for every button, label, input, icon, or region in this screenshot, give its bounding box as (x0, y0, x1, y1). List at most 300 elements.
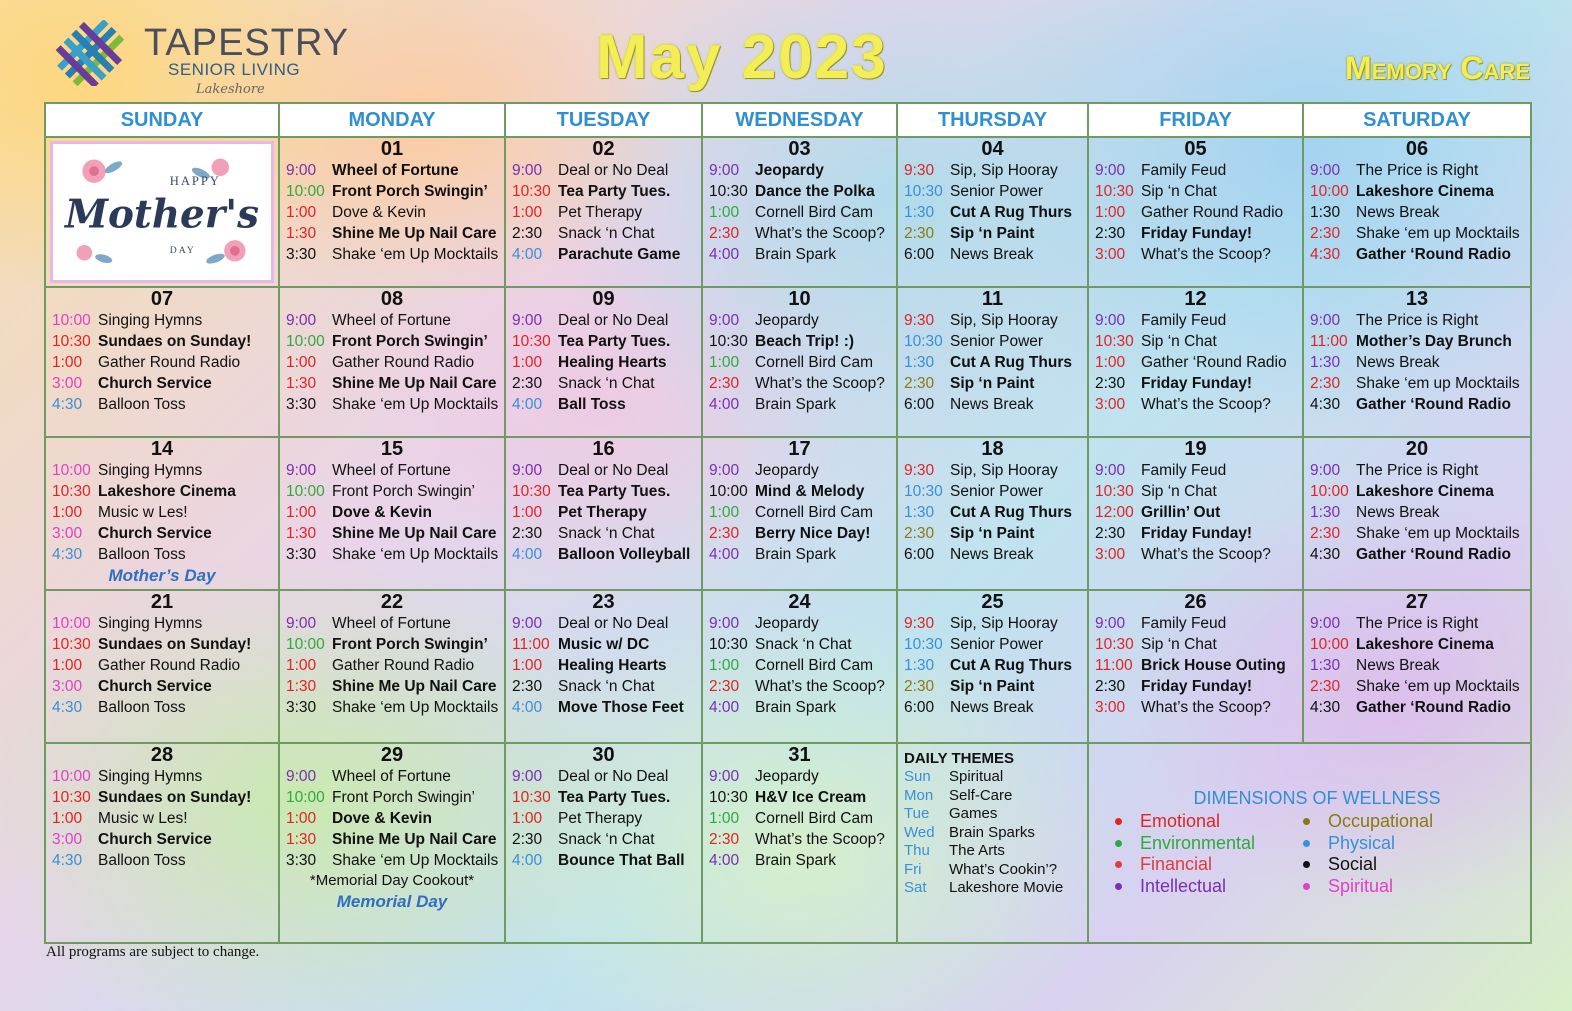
event-time: 10:30 (904, 333, 943, 350)
event-time: 9:30 (904, 462, 935, 479)
event-name: News Break (1356, 657, 1440, 674)
bullet-dot-icon (1303, 840, 1310, 847)
event-item (46, 544, 278, 565)
day-cell-31 (702, 743, 897, 943)
daily-theme-row (904, 805, 1087, 824)
event-item (1089, 181, 1302, 202)
event-time: 10:00 (52, 615, 91, 632)
calendar-week-row (45, 743, 1531, 943)
event-time: 10:30 (904, 483, 943, 500)
event-item (46, 634, 278, 655)
event-time: 3:00 (1095, 699, 1126, 716)
event-name: Shake ‘em up Mocktails (1356, 225, 1520, 242)
event-item (898, 373, 1087, 394)
event-item (506, 310, 701, 331)
event-item (1089, 697, 1302, 718)
weekday-header-tuesday: TUESDAY (505, 103, 702, 137)
event-name: Wheel of Fortune (332, 162, 459, 179)
event-time: 10:30 (1095, 183, 1134, 200)
day-cell-07 (45, 287, 279, 437)
event-name: News Break (1356, 354, 1440, 371)
event-item (46, 697, 278, 718)
event-name: Shine Me Up Nail Care (332, 678, 497, 695)
event-name: Gather ‘Round Radio (1356, 396, 1511, 413)
event-time: 2:30 (512, 525, 543, 542)
event-name: Berry Nice Day! (755, 525, 871, 542)
event-time: 4:00 (512, 852, 543, 869)
event-name: Snack ‘n Chat (558, 525, 655, 542)
daily-themes (898, 744, 1087, 898)
event-item (703, 697, 896, 718)
event-time: 1:00 (512, 657, 543, 674)
event-item (280, 481, 504, 502)
event-item (280, 502, 504, 523)
event-time: 2:30 (1310, 678, 1341, 695)
day-number: 12 (1184, 288, 1207, 310)
event-name: Cut A Rug Thurs (950, 204, 1072, 221)
event-time: 3:00 (52, 678, 83, 695)
event-item (280, 850, 504, 871)
day-cell-03 (702, 137, 897, 287)
event-name: Snack ‘n Chat (558, 831, 655, 848)
wellness-item (1107, 833, 1295, 855)
weekday-header-saturday: SATURDAY (1303, 103, 1531, 137)
event-name: Music w Les! (98, 810, 188, 827)
event-name: Brain Spark (755, 699, 836, 716)
event-time: 1:00 (286, 657, 317, 674)
event-time: 2:30 (1310, 525, 1341, 542)
event-time: 2:30 (904, 375, 935, 392)
event-item (703, 460, 896, 481)
day-number: 19 (1184, 438, 1207, 460)
event-name: Sip ‘n Chat (1141, 483, 1217, 500)
day-number: 24 (788, 591, 811, 613)
event-name: Jeopardy (755, 768, 819, 785)
event-name: Brain Spark (755, 246, 836, 263)
event-item (506, 808, 701, 829)
event-name: Balloon Toss (98, 699, 186, 716)
event-time: 1:00 (286, 504, 317, 521)
calendar-grid (44, 102, 1532, 944)
woven-logo-icon (46, 20, 136, 86)
event-item (1089, 544, 1302, 565)
event-time: 10:30 (709, 636, 748, 653)
event-name: Singing Hymns (98, 768, 203, 785)
event-item (898, 352, 1087, 373)
event-name: Gather Round Radio (1141, 204, 1284, 221)
event-item (1304, 394, 1530, 415)
event-item (703, 766, 896, 787)
event-name: Grillin’ Out (1141, 504, 1221, 521)
bullet-dot-icon (1303, 883, 1310, 890)
day-number: 14 (150, 438, 174, 460)
event-item (1089, 202, 1302, 223)
daily-theme-day: Mon (904, 786, 934, 804)
event-name: Sip ‘n Paint (950, 678, 1035, 695)
event-item (898, 394, 1087, 415)
event-item (1089, 634, 1302, 655)
event-name: Shine Me Up Nail Care (332, 375, 497, 392)
event-time: 2:30 (709, 225, 740, 242)
event-name: Shake ‘em Up Mocktails (332, 852, 499, 869)
day-number: 05 (1184, 138, 1207, 160)
event-time: 12:00 (1095, 504, 1134, 521)
event-name: Singing Hymns (98, 615, 203, 632)
event-time: 3:00 (52, 831, 83, 848)
event-time: 6:00 (904, 546, 935, 563)
event-name: News Break (950, 546, 1034, 563)
wellness-label: Social (1328, 854, 1378, 874)
event-name: Jeopardy (755, 312, 819, 329)
event-name: News Break (950, 699, 1034, 716)
event-item (280, 202, 504, 223)
event-item (46, 766, 278, 787)
event-item (1089, 460, 1302, 481)
event-time: 9:00 (512, 768, 543, 785)
day-cell-06 (1303, 137, 1531, 287)
day-cell-30 (505, 743, 702, 943)
day-cell-26 (1088, 590, 1303, 743)
wellness-label: Spiritual (1328, 875, 1394, 896)
event-time: 1:00 (52, 810, 83, 827)
event-item (703, 808, 896, 829)
event-time: 6:00 (904, 699, 935, 716)
day-cell-01 (279, 137, 505, 287)
event-name: The Price is Right (1356, 615, 1479, 632)
event-item (703, 181, 896, 202)
event-item (1304, 523, 1530, 544)
event-name: Shine Me Up Nail Care (332, 831, 497, 848)
event-item (506, 460, 701, 481)
daily-theme-row (904, 879, 1087, 898)
event-name: Healing Hearts (558, 354, 667, 371)
event-item (1089, 655, 1302, 676)
event-time: 10:00 (286, 789, 325, 806)
event-item (898, 523, 1087, 544)
event-item (1089, 394, 1302, 415)
event-time: 2:30 (1095, 678, 1126, 695)
event-name: Brick House Outing (1141, 657, 1286, 674)
event-time: 2:30 (709, 831, 740, 848)
mothers-day-day-text: DAY (169, 244, 196, 256)
weekday-header-wednesday: WEDNESDAY (702, 103, 897, 137)
bullet-dot-icon (1115, 861, 1122, 868)
event-time: 1:30 (904, 504, 935, 521)
daily-themes-title: DAILY THEMES (904, 750, 1015, 767)
event-time: 4:00 (709, 396, 740, 413)
event-time: 2:30 (1095, 375, 1126, 392)
footer-disclaimer: All programs are subject to change. (46, 944, 260, 960)
event-name: Mother’s Day Brunch (1356, 333, 1512, 350)
event-time: 2:30 (1310, 225, 1341, 242)
event-item (898, 460, 1087, 481)
event-name: Tea Party Tues. (558, 333, 671, 350)
holiday-label: Mother’s Day (108, 566, 216, 585)
event-item (46, 310, 278, 331)
event-time: 1:30 (286, 678, 317, 695)
event-time: 4:00 (709, 546, 740, 563)
event-time: 4:30 (1310, 546, 1341, 563)
event-name: Brain Spark (755, 546, 836, 563)
event-name: Shake ‘em Up Mocktails (332, 246, 499, 263)
event-time: 9:00 (1310, 312, 1341, 329)
event-item (1304, 244, 1530, 265)
event-time: 10:00 (1310, 483, 1349, 500)
day-number: 10 (788, 288, 811, 310)
event-item (1089, 373, 1302, 394)
daily-theme-day: Thu (904, 842, 930, 859)
day-number: 28 (150, 744, 174, 766)
event-name: Gather Round Radio (332, 657, 475, 674)
event-item (506, 697, 701, 718)
event-item (703, 613, 896, 634)
event-name: Singing Hymns (98, 312, 203, 329)
event-name: What’s the Scoop? (755, 225, 885, 242)
day-cell-10 (702, 287, 897, 437)
event-time: 3:30 (286, 852, 317, 869)
event-time: 1:00 (1095, 354, 1126, 371)
event-name: What’s the Scoop? (755, 375, 885, 392)
event-item (703, 502, 896, 523)
event-name: Church Service (98, 375, 212, 392)
event-name: Singing Hymns (98, 462, 203, 479)
event-name: Shine Me Up Nail Care (332, 225, 497, 242)
event-name: Music w Les! (98, 504, 188, 521)
day-number: 01 (380, 138, 404, 160)
event-time: 3:30 (286, 246, 317, 263)
event-name: Music w/ DC (558, 636, 650, 653)
event-time: 10:30 (52, 483, 91, 500)
event-item (1089, 160, 1302, 181)
event-name: Pet Therapy (558, 204, 643, 221)
event-name: Sip, Sip Hooray (950, 162, 1058, 179)
event-note: *Memorial Day Cookout* (309, 872, 475, 889)
day-number: 07 (150, 288, 174, 310)
event-item (1089, 352, 1302, 373)
event-name: Cornell Bird Cam (755, 810, 874, 827)
event-item (1089, 223, 1302, 244)
wellness-item (1295, 876, 1475, 898)
event-time: 2:30 (1310, 375, 1341, 392)
event-item (46, 829, 278, 850)
event-item (280, 697, 504, 718)
event-item (506, 481, 701, 502)
mothers-day-happy-text: HAPPY (169, 173, 221, 188)
wellness-label: Physical (1328, 832, 1396, 853)
event-item (506, 502, 701, 523)
daily-theme-row (904, 824, 1087, 843)
event-name: Sip ‘n Chat (1141, 636, 1217, 653)
event-name: Balloon Volleyball (558, 546, 691, 563)
wellness-item (1295, 833, 1475, 855)
daily-theme-name: Spiritual (949, 768, 1004, 785)
day-number: 08 (380, 288, 404, 310)
event-name: The Price is Right (1356, 462, 1479, 479)
event-item (46, 502, 278, 523)
daily-theme-day: Tue (904, 805, 930, 822)
weekday-header-friday: FRIDAY (1088, 103, 1303, 137)
day-cell-25 (897, 590, 1088, 743)
event-time: 6:00 (904, 246, 935, 263)
event-time: 1:30 (286, 525, 317, 542)
event-time: 2:30 (709, 525, 740, 542)
daily-theme-row (904, 861, 1087, 880)
day-number: 03 (788, 138, 811, 160)
event-time: 10:00 (709, 483, 748, 500)
event-name: Balloon Toss (98, 546, 186, 563)
event-time: 4:30 (52, 852, 83, 869)
event-item (898, 634, 1087, 655)
event-time: 9:00 (512, 615, 543, 632)
event-time: 2:30 (512, 375, 543, 392)
daily-theme-day: Fri (904, 860, 922, 878)
event-name: Parachute Game (558, 246, 681, 263)
event-time: 9:00 (1310, 162, 1341, 179)
event-name: Family Feud (1141, 615, 1227, 632)
event-time: 4:00 (512, 546, 543, 563)
event-time: 4:00 (709, 852, 740, 869)
event-item (898, 481, 1087, 502)
event-item (280, 460, 504, 481)
event-item (1304, 202, 1530, 223)
event-time: 9:00 (286, 615, 317, 632)
event-item (46, 676, 278, 697)
event-item (46, 523, 278, 544)
event-time: 1:00 (512, 810, 543, 827)
event-time: 4:30 (1310, 246, 1341, 263)
event-time: 1:00 (709, 354, 740, 371)
event-item (1304, 373, 1530, 394)
event-time: 1:00 (286, 810, 317, 827)
mothers-day-card-image (50, 141, 274, 283)
event-name: Snack ‘n Chat (558, 225, 655, 242)
event-time: 10:30 (1095, 483, 1134, 500)
day-cell-22 (279, 590, 505, 743)
event-item (1304, 634, 1530, 655)
daily-theme-name: Games (949, 805, 998, 822)
calendar-body (45, 137, 1531, 943)
wellness-item (1107, 854, 1295, 876)
wellness-item (1295, 811, 1475, 833)
event-item (46, 787, 278, 808)
event-name: Gather Round Radio (98, 657, 241, 674)
event-time: 9:00 (1095, 462, 1126, 479)
event-time: 9:30 (904, 312, 935, 329)
tapestry-logo (46, 18, 350, 102)
event-time: 4:30 (52, 396, 83, 413)
wellness-item (1295, 854, 1475, 876)
event-name: Tea Party Tues. (558, 483, 671, 500)
day-number: 15 (380, 438, 404, 460)
event-time: 4:00 (709, 699, 740, 716)
logo-wordmark: TAPESTRY (144, 22, 350, 64)
event-item (703, 352, 896, 373)
day-number: 31 (788, 744, 811, 766)
event-name: Cornell Bird Cam (755, 504, 874, 521)
event-time: 9:00 (1310, 462, 1341, 479)
event-name: Jeopardy (755, 615, 819, 632)
event-item (46, 655, 278, 676)
event-item (280, 676, 504, 697)
event-item (703, 634, 896, 655)
event-time: 10:30 (512, 333, 551, 350)
event-name: Brain Spark (755, 396, 836, 413)
event-time: 2:30 (904, 225, 935, 242)
event-time: 3:30 (286, 546, 317, 563)
event-time: 11:00 (512, 636, 550, 653)
event-name: Church Service (98, 678, 212, 695)
event-name: Beach Trip! :) (755, 333, 855, 350)
event-time: 9:00 (512, 162, 543, 179)
event-item (1304, 481, 1530, 502)
event-name: Family Feud (1141, 312, 1227, 329)
event-time: 4:30 (52, 699, 83, 716)
event-time: 10:00 (1310, 636, 1349, 653)
event-time: 2:30 (709, 678, 740, 695)
event-name: What’s the Scoop? (1141, 396, 1271, 413)
daily-theme-row (904, 842, 1087, 861)
event-time: 4:00 (512, 246, 543, 263)
weekday-header-thursday: THURSDAY (897, 103, 1088, 137)
event-name: Senior Power (950, 636, 1044, 653)
calendar-week-row (45, 287, 1531, 437)
bullet-dot-icon (1115, 818, 1122, 825)
event-time: 1:00 (286, 204, 317, 221)
event-time: 9:00 (512, 312, 543, 329)
event-name: Balloon Toss (98, 396, 186, 413)
event-name: Dove & Kevin (332, 504, 432, 521)
event-name: Bounce That Ball (558, 852, 685, 869)
day-cell-09 (505, 287, 702, 437)
event-name: Wheel of Fortune (332, 462, 451, 479)
event-name: Mind & Melody (755, 483, 865, 500)
event-item (506, 850, 701, 871)
event-time: 3:00 (1095, 396, 1126, 413)
event-time: 4:30 (1310, 699, 1341, 716)
event-time: 1:00 (52, 504, 83, 521)
day-cell-08 (279, 287, 505, 437)
event-time: 9:00 (1095, 312, 1126, 329)
event-time: 10:00 (286, 333, 325, 350)
event-name: Cut A Rug Thurs (950, 657, 1072, 674)
event-name: Wheel of Fortune (332, 312, 451, 329)
event-time: 10:00 (52, 462, 91, 479)
event-name: The Price is Right (1356, 312, 1479, 329)
event-name: Dance the Polka (755, 183, 875, 200)
event-time: 1:30 (286, 225, 317, 242)
event-name: Tea Party Tues. (558, 789, 671, 806)
event-name: Friday Funday! (1141, 225, 1253, 242)
event-item (898, 544, 1087, 565)
event-name: Lakeshore Cinema (1356, 183, 1494, 200)
event-time: 1:30 (904, 657, 935, 674)
event-name: Friday Funday! (1141, 375, 1253, 392)
event-time: 9:00 (286, 162, 317, 179)
event-item (898, 331, 1087, 352)
event-item (506, 394, 701, 415)
event-item (46, 850, 278, 871)
event-item (506, 544, 701, 565)
day-cell-16 (505, 437, 702, 590)
mothers-day-script-text: Mother's (64, 192, 260, 238)
event-name: Pet Therapy (558, 810, 643, 827)
event-item (46, 613, 278, 634)
event-item (703, 523, 896, 544)
bullet-dot-icon (1303, 818, 1310, 825)
event-item (898, 502, 1087, 523)
event-item (280, 223, 504, 244)
event-time: 4:30 (52, 546, 83, 563)
